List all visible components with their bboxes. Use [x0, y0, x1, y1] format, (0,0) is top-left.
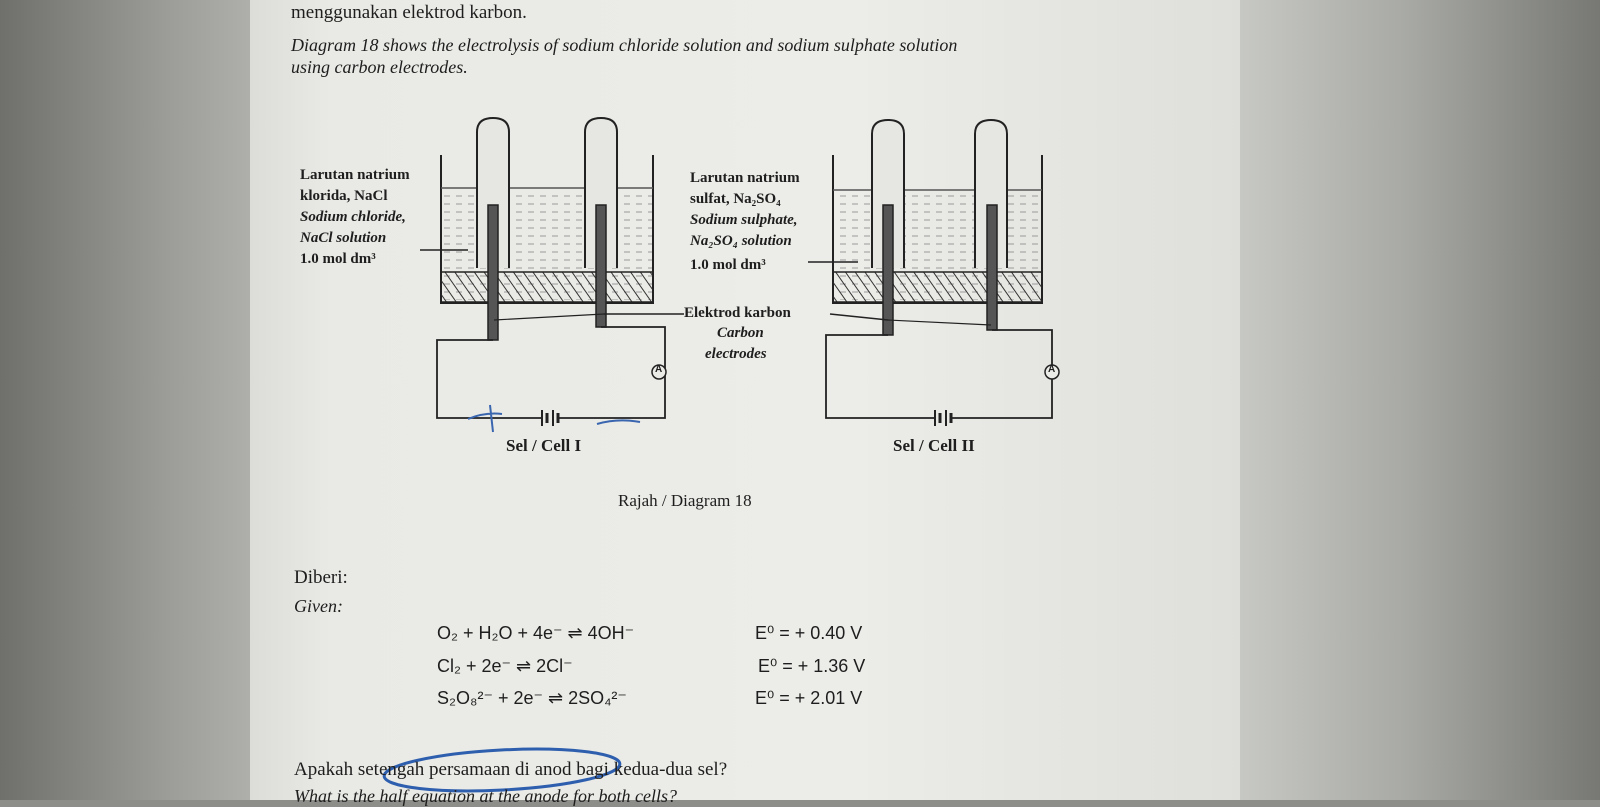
question-en-partial: What is the half equation at the anode for both cells? — [294, 786, 677, 806]
equation-2: Cl₂ + 2e⁻ ⇌ 2Cl⁻ — [437, 656, 573, 676]
cell-1-label-ms-2: klorida, NaCl — [300, 188, 388, 204]
equation-2-potential: E⁰ = + 1.36 V — [758, 656, 866, 676]
given-label-en: Given: — [294, 596, 343, 616]
intro-line-ms: menggunakan elektrod karbon. — [291, 2, 527, 23]
cell-2-label-en-2: Na₂SO₄ solution — [690, 233, 792, 249]
cell-2-label-ms-1: Larutan natrium — [690, 170, 800, 186]
cell-1-concentration: 1.0 mol dm³ — [300, 251, 376, 267]
cell-2-label-en-1: Sodium sulphate, — [690, 212, 798, 228]
equation-3-potential: E⁰ = + 2.01 V — [755, 688, 863, 708]
cell-2-wire-left — [826, 335, 935, 418]
electrode-label-ms: Elektrod karbon — [684, 305, 791, 321]
cell-2-apparatus — [808, 120, 1059, 426]
cell-1-ammeter-label: A — [655, 364, 663, 375]
cell-1-wire-right — [558, 327, 665, 418]
cell-2-wire-right — [951, 330, 1052, 418]
cell-2-electrode-right — [987, 205, 997, 330]
question-ms: Apakah setengah persamaan di anod bagi kedua-dua sel? — [294, 759, 728, 780]
diagram-caption: Rajah / Diagram 18 — [618, 491, 752, 510]
equation-3: S₂O₈²⁻ + 2e⁻ ⇌ 2SO₄²⁻ — [437, 688, 627, 708]
electrode-label-en-1: Carbon — [717, 325, 764, 341]
given-label-ms: Diberi: — [294, 567, 348, 588]
cell-2-electrode-left — [883, 205, 893, 335]
cell-2-label-ms-2: sulfat, Na₂SO₄ — [690, 191, 781, 207]
intro-line-en-1: Diagram 18 shows the electrolysis of sodium chloride solution and sodium sulphate solution — [291, 35, 958, 55]
cell-2-name: Sel / Cell II — [893, 436, 975, 455]
cell-1-electrode-right — [596, 205, 606, 327]
cell-1-name: Sel / Cell I — [506, 436, 582, 455]
equation-1-potential: E⁰ = + 0.40 V — [755, 623, 863, 643]
cell-2-ammeter-label: A — [1048, 364, 1056, 375]
cell-1-label-en-2: NaCl solution — [300, 230, 387, 246]
intro-line-en-2: using carbon electrodes. — [291, 57, 468, 77]
cell-1-hatched-layer — [441, 272, 653, 302]
cell-1-apparatus — [420, 118, 666, 432]
cell-1-label-ms-1: Larutan natrium — [300, 167, 410, 183]
electrode-label-en-2: electrodes — [705, 346, 767, 362]
cell-1-label-en-1: Sodium chloride, — [300, 209, 406, 225]
cell-2-concentration: 1.0 mol dm³ — [690, 257, 766, 273]
equation-1: O₂ + H₂O + 4e⁻ ⇌ 4OH⁻ — [437, 623, 635, 643]
cell-2-hatched-layer — [833, 272, 1042, 302]
